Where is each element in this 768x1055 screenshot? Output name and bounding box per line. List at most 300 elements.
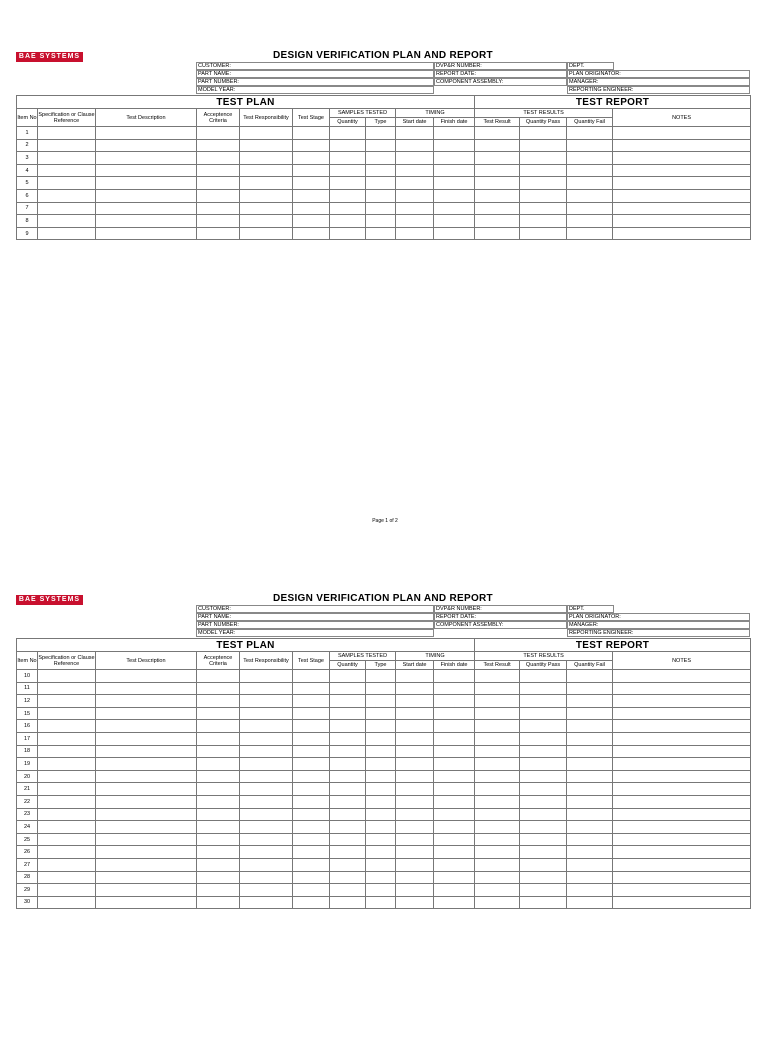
reporting-engineer-field[interactable]: REPORTING ENGINEER:: [567, 629, 750, 637]
table-cell[interactable]: [396, 896, 434, 909]
table-cell[interactable]: [293, 202, 330, 215]
table-cell[interactable]: [434, 732, 475, 745]
table-cell[interactable]: [434, 695, 475, 708]
table-cell[interactable]: [613, 152, 751, 165]
table-cell[interactable]: [567, 682, 613, 695]
table-cell[interactable]: [366, 202, 396, 215]
table-cell[interactable]: [396, 682, 434, 695]
table-cell[interactable]: [96, 846, 197, 859]
table-cell[interactable]: [434, 783, 475, 796]
table-cell[interactable]: [330, 215, 366, 228]
table-cell[interactable]: [96, 695, 197, 708]
component-assembly-field[interactable]: COMPONENT ASSEMBLY:: [434, 621, 567, 629]
table-cell[interactable]: [197, 227, 240, 240]
table-cell[interactable]: [366, 164, 396, 177]
table-cell[interactable]: [293, 871, 330, 884]
table-cell[interactable]: [197, 833, 240, 846]
table-cell[interactable]: [366, 682, 396, 695]
table-cell[interactable]: [96, 770, 197, 783]
table-cell[interactable]: [567, 670, 613, 683]
table-cell[interactable]: [38, 896, 96, 909]
table-cell[interactable]: [240, 215, 293, 228]
table-cell[interactable]: [396, 795, 434, 808]
table-cell[interactable]: [396, 858, 434, 871]
table-cell[interactable]: [613, 783, 751, 796]
table-cell[interactable]: [240, 720, 293, 733]
table-cell[interactable]: [38, 795, 96, 808]
table-cell[interactable]: [396, 177, 434, 190]
table-cell[interactable]: [96, 783, 197, 796]
table-cell[interactable]: [96, 202, 197, 215]
table-cell[interactable]: [396, 783, 434, 796]
table-cell[interactable]: [520, 682, 567, 695]
table-cell[interactable]: [240, 707, 293, 720]
table-cell[interactable]: [197, 858, 240, 871]
table-cell[interactable]: [293, 670, 330, 683]
table-cell[interactable]: [567, 884, 613, 897]
table-cell[interactable]: [330, 227, 366, 240]
table-cell[interactable]: [197, 189, 240, 202]
table-cell[interactable]: [240, 189, 293, 202]
table-cell[interactable]: [240, 670, 293, 683]
table-cell[interactable]: [96, 808, 197, 821]
table-cell[interactable]: [38, 720, 96, 733]
table-cell[interactable]: [520, 896, 567, 909]
table-cell[interactable]: [38, 227, 96, 240]
table-cell[interactable]: [293, 808, 330, 821]
table-cell[interactable]: [475, 189, 520, 202]
table-cell[interactable]: [293, 720, 330, 733]
table-cell[interactable]: [240, 884, 293, 897]
table-cell[interactable]: [567, 758, 613, 771]
table-cell[interactable]: [613, 227, 751, 240]
table-cell[interactable]: [96, 127, 197, 140]
table-cell[interactable]: [434, 758, 475, 771]
table-cell[interactable]: [613, 795, 751, 808]
customer-field[interactable]: CUSTOMER:: [196, 605, 434, 613]
table-cell[interactable]: [567, 770, 613, 783]
table-cell[interactable]: [475, 871, 520, 884]
table-cell[interactable]: [240, 695, 293, 708]
table-cell[interactable]: [38, 139, 96, 152]
model-year-field[interactable]: MODEL YEAR:: [196, 86, 434, 94]
table-cell[interactable]: [366, 808, 396, 821]
table-cell[interactable]: [293, 795, 330, 808]
plan-originator-field[interactable]: PLAN ORIGINATOR:: [567, 70, 750, 78]
table-cell[interactable]: [197, 884, 240, 897]
table-cell[interactable]: [567, 846, 613, 859]
table-cell[interactable]: [396, 745, 434, 758]
table-cell[interactable]: [613, 707, 751, 720]
table-cell[interactable]: [520, 758, 567, 771]
table-cell[interactable]: [240, 858, 293, 871]
table-cell[interactable]: [366, 770, 396, 783]
table-cell[interactable]: [475, 720, 520, 733]
table-cell[interactable]: [330, 821, 366, 834]
table-cell[interactable]: [520, 833, 567, 846]
table-cell[interactable]: [330, 682, 366, 695]
table-cell[interactable]: [475, 821, 520, 834]
manager-field[interactable]: MANAGER:: [567, 621, 750, 629]
table-cell[interactable]: [475, 202, 520, 215]
table-cell[interactable]: [434, 177, 475, 190]
table-cell[interactable]: [366, 720, 396, 733]
table-cell[interactable]: [197, 707, 240, 720]
table-cell[interactable]: [613, 164, 751, 177]
table-cell[interactable]: [475, 808, 520, 821]
table-cell[interactable]: [38, 695, 96, 708]
table-cell[interactable]: [520, 695, 567, 708]
table-cell[interactable]: [293, 177, 330, 190]
table-cell[interactable]: [330, 783, 366, 796]
table-cell[interactable]: [197, 871, 240, 884]
dvpr-number-field[interactable]: DVP&R NUMBER:: [434, 605, 567, 613]
table-cell[interactable]: [366, 884, 396, 897]
table-cell[interactable]: [434, 127, 475, 140]
table-cell[interactable]: [96, 152, 197, 165]
table-cell[interactable]: [197, 821, 240, 834]
table-cell[interactable]: [475, 227, 520, 240]
table-cell[interactable]: [613, 808, 751, 821]
table-cell[interactable]: [330, 695, 366, 708]
table-cell[interactable]: [96, 896, 197, 909]
table-cell[interactable]: [567, 783, 613, 796]
table-cell[interactable]: [96, 732, 197, 745]
table-cell[interactable]: [567, 202, 613, 215]
table-cell[interactable]: [396, 833, 434, 846]
table-cell[interactable]: [567, 164, 613, 177]
table-cell[interactable]: [197, 152, 240, 165]
table-cell[interactable]: [38, 770, 96, 783]
table-cell[interactable]: [520, 770, 567, 783]
table-cell[interactable]: [396, 695, 434, 708]
table-cell[interactable]: [520, 202, 567, 215]
table-cell[interactable]: [293, 127, 330, 140]
table-cell[interactable]: [520, 732, 567, 745]
table-cell[interactable]: [396, 189, 434, 202]
table-cell[interactable]: [240, 177, 293, 190]
table-cell[interactable]: [293, 707, 330, 720]
table-cell[interactable]: [567, 745, 613, 758]
table-cell[interactable]: [396, 202, 434, 215]
table-cell[interactable]: [434, 682, 475, 695]
table-cell[interactable]: [240, 871, 293, 884]
table-cell[interactable]: [396, 884, 434, 897]
table-cell[interactable]: [96, 745, 197, 758]
table-cell[interactable]: [197, 682, 240, 695]
table-cell[interactable]: [197, 670, 240, 683]
table-cell[interactable]: [396, 846, 434, 859]
table-cell[interactable]: [197, 164, 240, 177]
table-cell[interactable]: [366, 139, 396, 152]
table-cell[interactable]: [240, 139, 293, 152]
table-cell[interactable]: [567, 127, 613, 140]
table-cell[interactable]: [240, 821, 293, 834]
table-cell[interactable]: [613, 821, 751, 834]
table-cell[interactable]: [613, 758, 751, 771]
table-cell[interactable]: [613, 896, 751, 909]
table-cell[interactable]: [330, 808, 366, 821]
table-cell[interactable]: [240, 152, 293, 165]
table-cell[interactable]: [197, 808, 240, 821]
table-cell[interactable]: [613, 884, 751, 897]
dvpr-number-field[interactable]: DVP&R NUMBER:: [434, 62, 567, 70]
table-cell[interactable]: [567, 732, 613, 745]
customer-field[interactable]: CUSTOMER:: [196, 62, 434, 70]
table-cell[interactable]: [96, 670, 197, 683]
table-cell[interactable]: [293, 139, 330, 152]
table-cell[interactable]: [96, 227, 197, 240]
table-cell[interactable]: [197, 745, 240, 758]
table-cell[interactable]: [240, 896, 293, 909]
table-cell[interactable]: [38, 871, 96, 884]
table-cell[interactable]: [366, 215, 396, 228]
table-cell[interactable]: [520, 139, 567, 152]
table-cell[interactable]: [197, 795, 240, 808]
table-cell[interactable]: [330, 189, 366, 202]
table-cell[interactable]: [396, 821, 434, 834]
table-cell[interactable]: [520, 884, 567, 897]
table-cell[interactable]: [240, 783, 293, 796]
table-cell[interactable]: [96, 215, 197, 228]
table-cell[interactable]: [293, 695, 330, 708]
table-cell[interactable]: [330, 858, 366, 871]
table-cell[interactable]: [366, 846, 396, 859]
table-cell[interactable]: [330, 127, 366, 140]
table-cell[interactable]: [434, 215, 475, 228]
table-cell[interactable]: [366, 707, 396, 720]
table-cell[interactable]: [520, 189, 567, 202]
table-cell[interactable]: [38, 215, 96, 228]
table-cell[interactable]: [366, 783, 396, 796]
table-cell[interactable]: [434, 189, 475, 202]
table-cell[interactable]: [613, 139, 751, 152]
table-cell[interactable]: [330, 707, 366, 720]
report-date-field[interactable]: REPORT DATE:: [434, 613, 567, 621]
table-cell[interactable]: [330, 139, 366, 152]
table-cell[interactable]: [434, 858, 475, 871]
table-cell[interactable]: [197, 202, 240, 215]
table-cell[interactable]: [366, 758, 396, 771]
table-cell[interactable]: [293, 227, 330, 240]
table-cell[interactable]: [396, 215, 434, 228]
table-cell[interactable]: [520, 720, 567, 733]
table-cell[interactable]: [396, 758, 434, 771]
table-cell[interactable]: [434, 821, 475, 834]
table-cell[interactable]: [396, 871, 434, 884]
table-cell[interactable]: [96, 795, 197, 808]
table-cell[interactable]: [240, 808, 293, 821]
table-cell[interactable]: [520, 871, 567, 884]
table-cell[interactable]: [330, 745, 366, 758]
table-cell[interactable]: [434, 808, 475, 821]
table-cell[interactable]: [520, 227, 567, 240]
table-cell[interactable]: [293, 682, 330, 695]
table-cell[interactable]: [240, 202, 293, 215]
table-cell[interactable]: [330, 833, 366, 846]
table-cell[interactable]: [330, 720, 366, 733]
part-name-field[interactable]: PART NAME:: [196, 613, 434, 621]
table-cell[interactable]: [396, 227, 434, 240]
table-cell[interactable]: [240, 732, 293, 745]
table-cell[interactable]: [240, 164, 293, 177]
table-cell[interactable]: [197, 770, 240, 783]
table-cell[interactable]: [567, 139, 613, 152]
table-cell[interactable]: [330, 202, 366, 215]
table-cell[interactable]: [613, 858, 751, 871]
table-cell[interactable]: [96, 139, 197, 152]
table-cell[interactable]: [330, 164, 366, 177]
table-cell[interactable]: [567, 896, 613, 909]
table-cell[interactable]: [293, 896, 330, 909]
table-cell[interactable]: [613, 770, 751, 783]
table-cell[interactable]: [38, 783, 96, 796]
table-cell[interactable]: [567, 707, 613, 720]
table-cell[interactable]: [330, 758, 366, 771]
table-cell[interactable]: [567, 821, 613, 834]
table-cell[interactable]: [475, 695, 520, 708]
report-date-field[interactable]: REPORT DATE:: [434, 70, 567, 78]
table-cell[interactable]: [293, 732, 330, 745]
table-cell[interactable]: [197, 139, 240, 152]
table-cell[interactable]: [613, 833, 751, 846]
table-cell[interactable]: [520, 821, 567, 834]
table-cell[interactable]: [293, 846, 330, 859]
table-cell[interactable]: [366, 177, 396, 190]
table-cell[interactable]: [520, 177, 567, 190]
table-cell[interactable]: [366, 858, 396, 871]
table-cell[interactable]: [366, 189, 396, 202]
table-cell[interactable]: [293, 758, 330, 771]
table-cell[interactable]: [613, 670, 751, 683]
table-cell[interactable]: [475, 745, 520, 758]
table-cell[interactable]: [434, 770, 475, 783]
table-cell[interactable]: [96, 884, 197, 897]
table-cell[interactable]: [475, 707, 520, 720]
table-cell[interactable]: [38, 707, 96, 720]
table-cell[interactable]: [197, 783, 240, 796]
table-cell[interactable]: [475, 732, 520, 745]
table-cell[interactable]: [396, 139, 434, 152]
table-cell[interactable]: [38, 846, 96, 859]
table-cell[interactable]: [520, 808, 567, 821]
table-cell[interactable]: [434, 896, 475, 909]
table-cell[interactable]: [396, 670, 434, 683]
table-cell[interactable]: [567, 152, 613, 165]
table-cell[interactable]: [330, 732, 366, 745]
table-cell[interactable]: [520, 795, 567, 808]
manager-field[interactable]: MANAGER:: [567, 78, 750, 86]
table-cell[interactable]: [567, 189, 613, 202]
table-cell[interactable]: [96, 833, 197, 846]
table-cell[interactable]: [240, 758, 293, 771]
table-cell[interactable]: [96, 682, 197, 695]
table-cell[interactable]: [240, 770, 293, 783]
table-cell[interactable]: [197, 758, 240, 771]
table-cell[interactable]: [240, 795, 293, 808]
table-cell[interactable]: [520, 783, 567, 796]
table-cell[interactable]: [613, 871, 751, 884]
table-cell[interactable]: [520, 858, 567, 871]
part-number-field[interactable]: PART NUMBER:: [196, 78, 434, 86]
table-cell[interactable]: [96, 758, 197, 771]
table-cell[interactable]: [613, 846, 751, 859]
table-cell[interactable]: [38, 189, 96, 202]
reporting-engineer-field[interactable]: REPORTING ENGINEER:: [567, 86, 750, 94]
table-cell[interactable]: [613, 189, 751, 202]
table-cell[interactable]: [520, 707, 567, 720]
table-cell[interactable]: [96, 821, 197, 834]
table-cell[interactable]: [197, 695, 240, 708]
table-cell[interactable]: [366, 152, 396, 165]
table-cell[interactable]: [434, 871, 475, 884]
table-cell[interactable]: [38, 821, 96, 834]
table-cell[interactable]: [366, 795, 396, 808]
table-cell[interactable]: [396, 707, 434, 720]
table-cell[interactable]: [38, 127, 96, 140]
table-cell[interactable]: [38, 858, 96, 871]
table-cell[interactable]: [96, 720, 197, 733]
table-cell[interactable]: [293, 884, 330, 897]
table-cell[interactable]: [96, 871, 197, 884]
table-cell[interactable]: [613, 732, 751, 745]
table-cell[interactable]: [475, 127, 520, 140]
table-cell[interactable]: [434, 139, 475, 152]
table-cell[interactable]: [434, 707, 475, 720]
table-cell[interactable]: [520, 745, 567, 758]
table-cell[interactable]: [475, 884, 520, 897]
table-cell[interactable]: [330, 795, 366, 808]
table-cell[interactable]: [293, 164, 330, 177]
table-cell[interactable]: [434, 202, 475, 215]
plan-originator-field[interactable]: PLAN ORIGINATOR:: [567, 613, 750, 621]
table-cell[interactable]: [366, 670, 396, 683]
table-cell[interactable]: [567, 720, 613, 733]
table-cell[interactable]: [330, 884, 366, 897]
table-cell[interactable]: [293, 858, 330, 871]
table-cell[interactable]: [293, 152, 330, 165]
table-cell[interactable]: [38, 152, 96, 165]
table-cell[interactable]: [96, 189, 197, 202]
table-cell[interactable]: [396, 720, 434, 733]
table-cell[interactable]: [197, 720, 240, 733]
table-cell[interactable]: [366, 896, 396, 909]
table-cell[interactable]: [567, 858, 613, 871]
table-cell[interactable]: [520, 152, 567, 165]
table-cell[interactable]: [475, 783, 520, 796]
component-assembly-field[interactable]: COMPONENT ASSEMBLY:: [434, 78, 567, 86]
table-cell[interactable]: [520, 670, 567, 683]
table-cell[interactable]: [613, 127, 751, 140]
table-cell[interactable]: [240, 682, 293, 695]
table-cell[interactable]: [434, 164, 475, 177]
table-cell[interactable]: [240, 833, 293, 846]
table-cell[interactable]: [396, 732, 434, 745]
table-cell[interactable]: [366, 745, 396, 758]
table-cell[interactable]: [475, 670, 520, 683]
table-cell[interactable]: [613, 202, 751, 215]
table-cell[interactable]: [613, 745, 751, 758]
table-cell[interactable]: [330, 670, 366, 683]
table-cell[interactable]: [366, 227, 396, 240]
table-cell[interactable]: [475, 164, 520, 177]
table-cell[interactable]: [38, 833, 96, 846]
table-cell[interactable]: [366, 871, 396, 884]
table-cell[interactable]: [197, 846, 240, 859]
table-cell[interactable]: [475, 846, 520, 859]
table-cell[interactable]: [38, 682, 96, 695]
table-cell[interactable]: [434, 152, 475, 165]
